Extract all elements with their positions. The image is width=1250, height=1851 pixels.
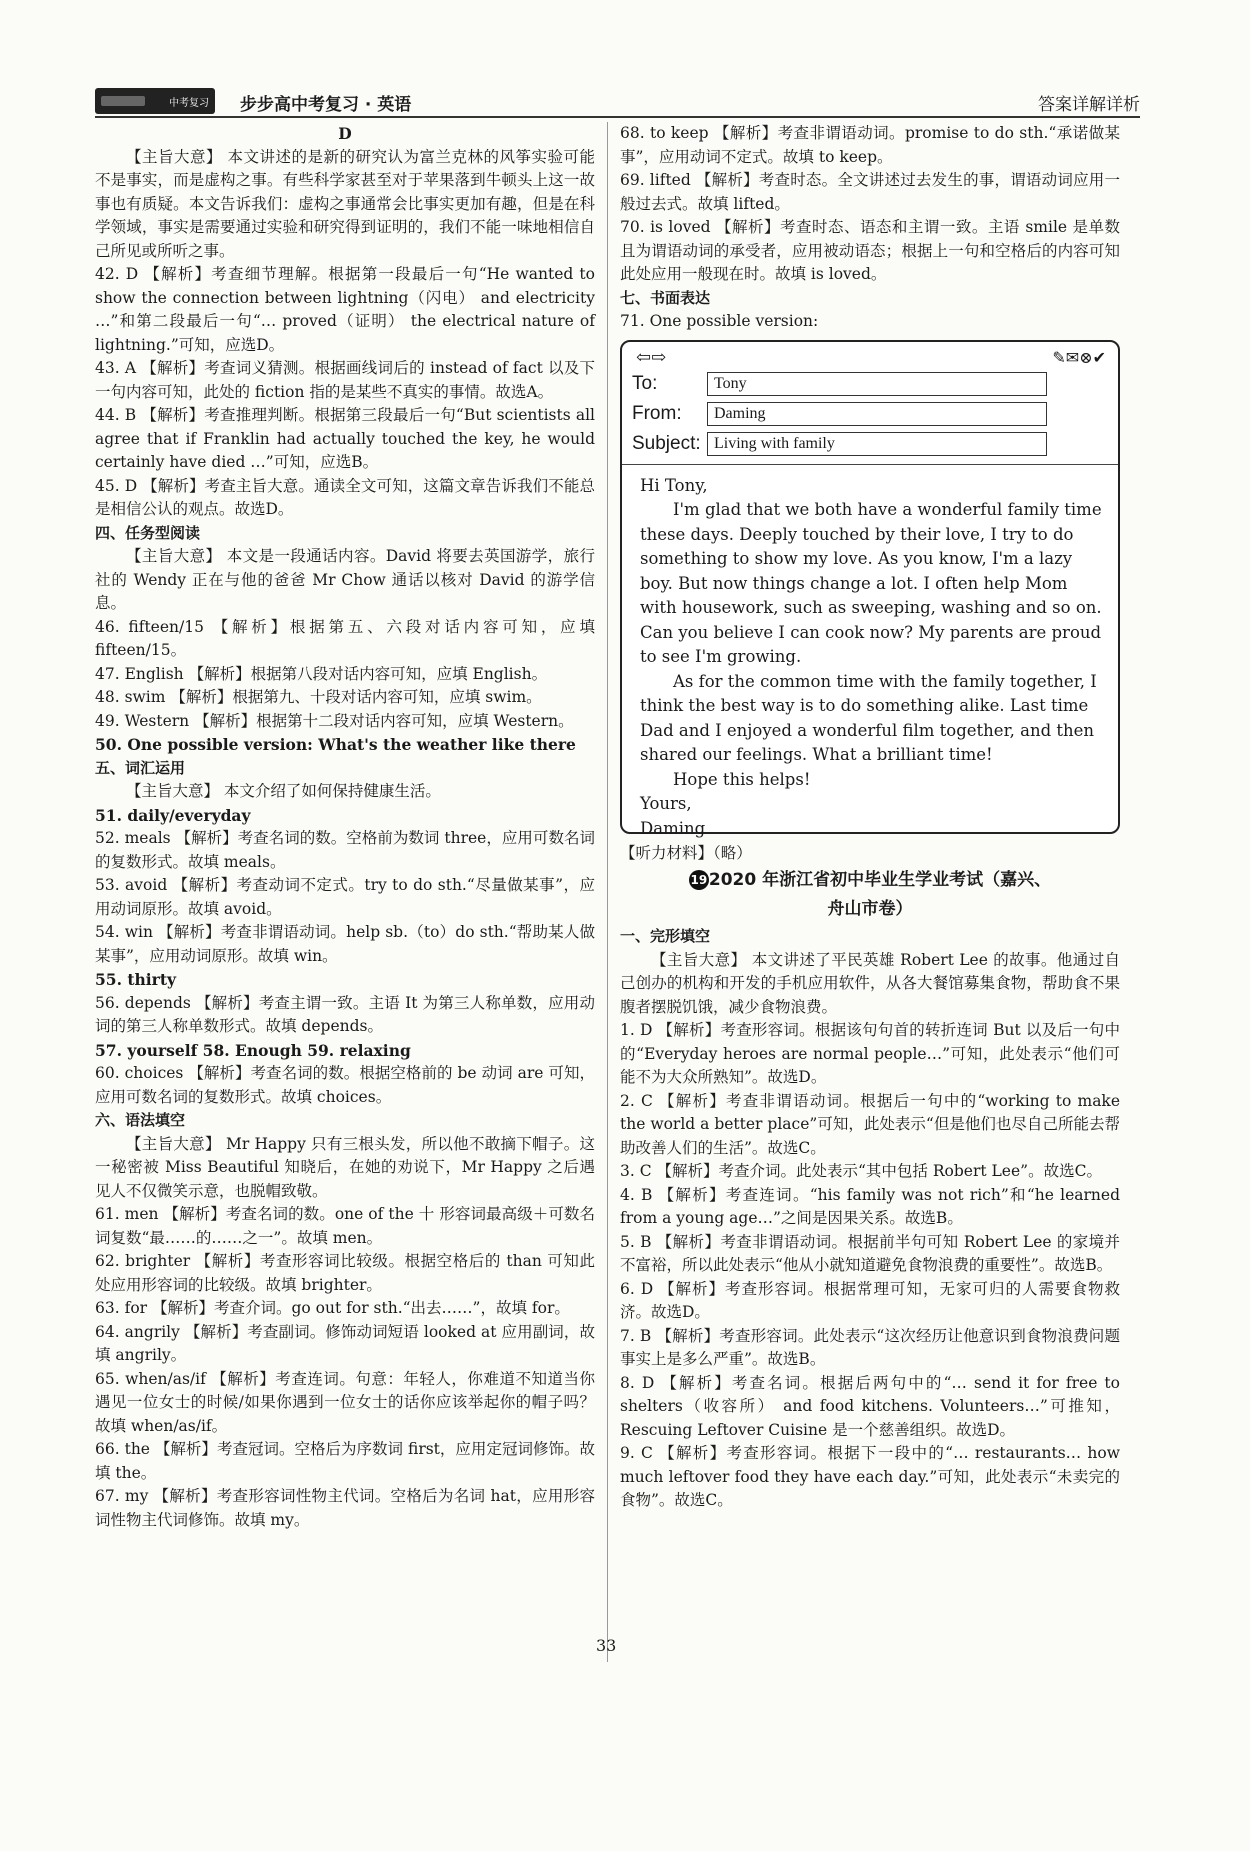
exam-title-cont: 舟山市卷） [827, 899, 913, 919]
email-signature: Daming [640, 818, 706, 838]
email-window [620, 340, 1120, 838]
email-header [622, 342, 1118, 465]
main-idea: 【主旨大意】 本文介绍了如何保持健康生活。 [126, 782, 441, 800]
answer-item: 51. daily/everyday [95, 805, 251, 825]
answer-item: 66. the 【解析】考查冠词。空格后为序数词 first，应用定冠词修饰。故填 the。 [95, 1440, 595, 1482]
answer-item: 69. lifted 【解析】考查时态。全文讲述过去发生的事，谓语动词应用一般过去式。故填 lifted。 [620, 171, 1120, 213]
answer-item: 53. avoid 【解析】考查动词不定式。try to do sth.“尽量做某事”，应用动词原形。故填 avoid。 [95, 876, 595, 918]
email-greeting: Hi Tony, [640, 475, 708, 495]
answer-item: 3. C 【解析】考查介词。此处表示“其中包括 Robert Lee”。故选C。 [620, 1162, 1102, 1180]
answer-item: 60. choices 【解析】考查名词的数。根据空格前的 be 动词 are 可知，应用可数名词的复数形式。故填 choices。 [95, 1064, 595, 1106]
answer-item: 55. thirty [95, 970, 177, 989]
logo-text: 中考复习 [169, 98, 209, 109]
subject-field: Living with family [707, 432, 1047, 456]
answer-item: 63. for 【解析】考查介词。go out for sth.“出去……”，故填 for。 [95, 1299, 570, 1317]
answer-item: 56. depends 【解析】考查主谓一致。主语 It 为第三人称单数，应用动词的第三人称单数形式。故填 depends。 [95, 993, 595, 1035]
answer-item: 7. B 【解析】考查形容词。此处表示“这次经历让他意识到食物浪费问题事实上是多么严重”。故选B。 [620, 1326, 1120, 1368]
page-header [95, 88, 1140, 118]
answer-item: 61. men 【解析】考查名词的数。one of the 十 形容词最高级＋可数名词复数“最……的……之一”。故填 men。 [95, 1205, 595, 1247]
exam-title: 192020 年浙江省初中毕业生学业考试（嘉兴、 [690, 870, 1052, 890]
section-heading: 五、词汇运用 [95, 758, 186, 777]
section-title: 答案详解详析 [1038, 95, 1140, 115]
answer-item: 4. B 【解析】考查连词。“his family was not rich”和“he learned from a young age…”之间是因果关系。故选B。 [620, 1185, 1120, 1227]
answer-item: 68. to keep 【解析】考查非谓语动词。promise to do sth.“承诺做某事”，应用动词不定式。故填 to keep。 [620, 124, 1120, 166]
email-paragraph: As for the common time with the family together, I think the best way is to do something alike. Last time Dad and I enjoyed a wonderful film together, and then shared our feelings. What a brilliant time! [640, 671, 1097, 764]
to-label: To: [632, 372, 658, 394]
section-heading: 四、任务型阅读 [95, 523, 201, 542]
answer-item: 49. Western 【解析】根据第十二段对话内容可知，应填 Western。 [95, 711, 574, 730]
nav-arrows-icon: ⇦⇨ [636, 346, 667, 368]
main-idea: 【主旨大意】 Mr Happy 只有三根头发，所以他不敢摘下帽子。这一秘密被 Miss Beautiful 知晓后，在她的劝说下，Mr Happy 之后遇见人不仅微笑示意，也脱帽致敬。 [95, 1134, 595, 1200]
answer-item: 54. win 【解析】考查非谓语动词。help sb.（to）do sth.“帮助某人做某事”，应用动词原形。故填 win。 [95, 923, 595, 965]
answer-item: 52. meals 【解析】考查名词的数。空格前为数词 three，应用可数名词的复数形式。故填 meals。 [95, 829, 595, 871]
main-idea: 【主旨大意】 本文讲述的是新的研究认为富兰克林的风筝实验可能不是事实，而是虚构之事。有些科学家甚至对于苹果落到牛顿头上这一故事也有质疑。本文告诉我们：虚构之事通常会比事实更加有趣，但是在科学领域，事实是需要通过实验和研究得到证明的，我们不能一味地相信自己所见或所听之事。 [95, 147, 595, 260]
answer-item: 44. B 【解析】考查推理判断。根据第三段最后一句“But scientists all agree that if Franklin had actually touched the key, he would certainly have died …”可知，应选B。 [95, 406, 595, 471]
section-heading: 七、书面表达 [620, 288, 711, 307]
exam-number-badge: 19 [689, 870, 709, 890]
answer-item: 43. A 【解析】考查词义猜测。根据画线词后的 instead of fact 以及下一句内容可知，此处的 fiction 指的是某些不真实的事情。故选A。 [95, 359, 595, 401]
series-logo [95, 88, 215, 114]
answer-item: 9. C 【解析】考查形容词。根据下一段中的“… restaurants… how much leftover food they have each day.”可知，此处表示“未卖完的食物”。故选C。 [620, 1444, 1120, 1509]
answer-item: 8. D 【解析】考查名词。根据后两句中的“… send it for free to shelters（收容所） and food kitchens. Volunteers…”可推知，Rescuing Leftover Cuisine 是一个慈善组织。故选D。 [620, 1373, 1120, 1439]
main-idea: 【主旨大意】 本文是一段通话内容。David 将要去英国游学，旅行社的 Wendy 正在与他的爸爸 Mr Chow 通话以核对 David 的游学信息。 [95, 547, 595, 612]
answer-item: 57. yourself 58. Enough 59. relaxing [95, 1040, 411, 1060]
to-field: Tony [707, 372, 1047, 396]
answer-item: 64. angrily 【解析】考查副词。修饰动词短语 looked at 应用副词，故填 angrily。 [95, 1322, 595, 1364]
answer-item: 67. my 【解析】考查形容词性物主代词。空格后为名词 hat，应用形容词性物主代词修饰。故填 my。 [95, 1487, 595, 1529]
section-heading: 六、语法填空 [95, 1111, 186, 1129]
answer-item: 62. brighter 【解析】考查形容词比较级。根据空格后的 than 可知此处应用形容词的比较级。故填 brighter。 [95, 1252, 595, 1294]
answer-item: 47. English 【解析】根据第八段对话内容可知，应填 English。 [95, 664, 548, 683]
answer-item: 42. D 【解析】考查细节理解。根据第一段最后一句“He wanted to show the connection between lightning（闪电） and electricity …”和第二段最后一句“… proved（证明） the electrical nature of lightning.”可知，应选D。 [95, 265, 595, 354]
answer-item: 6. D 【解析】考查形容词。根据常理可知，无家可归的人需要食物救济。故选D。 [620, 1279, 1120, 1321]
answer-item: 1. D 【解析】考查形容词。根据该句句首的转折连词 But 以及后一句中的“Everyday heroes are normal people…”可知，此处表示“他们可能不为大众所熟知”。故选D。 [620, 1021, 1120, 1086]
left-column [95, 122, 595, 1532]
section-heading: 一、完形填空 [620, 927, 711, 945]
email-toolbar-icons: ✎✉⊗✔ [1052, 347, 1106, 367]
answer-item: 50. One possible version: What's the weather like there [95, 735, 576, 754]
email-paragraph: Hope this helps! [673, 769, 811, 789]
main-idea: 【主旨大意】 本文讲述了平民英雄 Robert Lee 的故事。他通过自己创办的机构和开发的手机应用软件，从各大餐馆募集食物，帮助食不果腹者摆脱饥饿，减少食物浪费。 [620, 950, 1120, 1016]
answer-item: 65. when/as/if 【解析】考查连词。句意：年轻人，你难道不知道当你遇见一位女士的时候/如果你遇到一位女士的话你应该举起你的帽子吗？故填 when/as/if。 [95, 1369, 595, 1435]
answer-item: 45. D 【解析】考查主旨大意。通读全文可知，这篇文章告诉我们不能总是相信公认的观点。故选D。 [95, 476, 595, 518]
email-body [640, 474, 1106, 842]
from-field: Daming [707, 402, 1047, 426]
answer-item: 46. fifteen/15 【解析】根据第五、六段对话内容可知，应填 fifteen/15。 [95, 617, 595, 659]
email-paragraph: I'm glad that we both have a wonderful family time these days. Deeply touched by their love, I try to do something to show my love. As you know, I'm a lazy boy. But now things change a lot. I often help Mom with housework, such as sweeping, washing and so on. Can you believe I can cook now? My parents are proud to see I'm growing. [640, 500, 1102, 666]
book-title: 步步高中考复习 · 英语 [240, 95, 412, 115]
column-divider [607, 122, 608, 1662]
right-column [620, 122, 1120, 1513]
listening-note: 【听力材料】（略） [620, 843, 752, 862]
answer-item: 5. B 【解析】考查非谓语动词。根据前半句可知 Robert Lee 的家境并不富裕，所以此处表示“他从小就知道避免食物浪费的重要性”。故选B。 [620, 1232, 1120, 1274]
answer-item: 70. is loved 【解析】考查时态、语态和主谓一致。主语 smile 是单数且为谓语动词的承受者，应用被动语态；根据上一句和空格后的内容可知此处应用一般现在时。故填 is loved。 [620, 218, 1120, 283]
from-label: From: [632, 402, 682, 424]
logo-graphic [101, 96, 145, 106]
answer-item: 2. C 【解析】考查非谓语动词。根据后一句中的“working to make the world a better place”可知，此处表示“但是他们也尽自己所能去帮助改善人们的生活”。故选C。 [620, 1091, 1120, 1157]
page-number: 33 [596, 1636, 617, 1655]
passage-label: D [338, 124, 352, 143]
answer-item: 71. One possible version: [620, 312, 819, 330]
answer-item: 48. swim 【解析】根据第九、十段对话内容可知，应填 swim。 [95, 688, 542, 706]
email-closing: Yours, [640, 794, 692, 813]
subject-label: Subject: [632, 432, 701, 454]
